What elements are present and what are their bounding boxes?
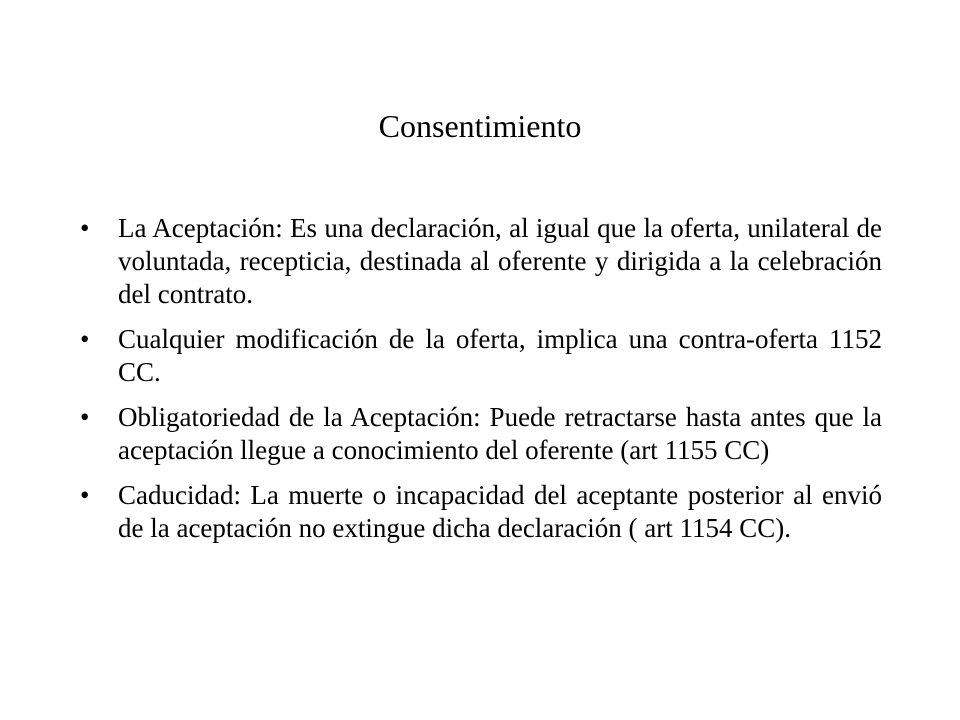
bullet-dot-icon: • <box>80 402 90 432</box>
bullet-item <box>80 212 882 311</box>
bullet-text-obligatoriedad: Obligatoriedad de la Aceptación: Puede retractarse hasta antes que la aceptación llegue a conocimiento del oferente (art 1155 CC) <box>118 402 882 465</box>
bullet-dot-icon: • <box>80 324 90 354</box>
bullet-text-modificacion: Cualquier modificación de la oferta, implica una contra-oferta 1152 CC. <box>118 324 882 387</box>
bullet-text-aceptacion: La Aceptación: Es una declaración, al igual que la oferta, unilateral de voluntada, recepticia, destinada al oferente y dirigida a la celebración del contrato. <box>118 213 882 309</box>
bullet-list <box>80 212 882 557</box>
bullet-item <box>80 401 882 467</box>
slide-title: Consentimiento <box>378 108 582 144</box>
bullet-text-caducidad: Caducidad: La muerte o incapacidad del aceptante posterior al envió de la aceptación no extingue dicha declaración ( art 1154 CC). <box>118 480 882 543</box>
bullet-dot-icon: • <box>80 480 90 510</box>
bullet-item <box>80 479 882 545</box>
bullet-item <box>80 323 882 389</box>
bullet-dot-icon: • <box>80 213 90 243</box>
